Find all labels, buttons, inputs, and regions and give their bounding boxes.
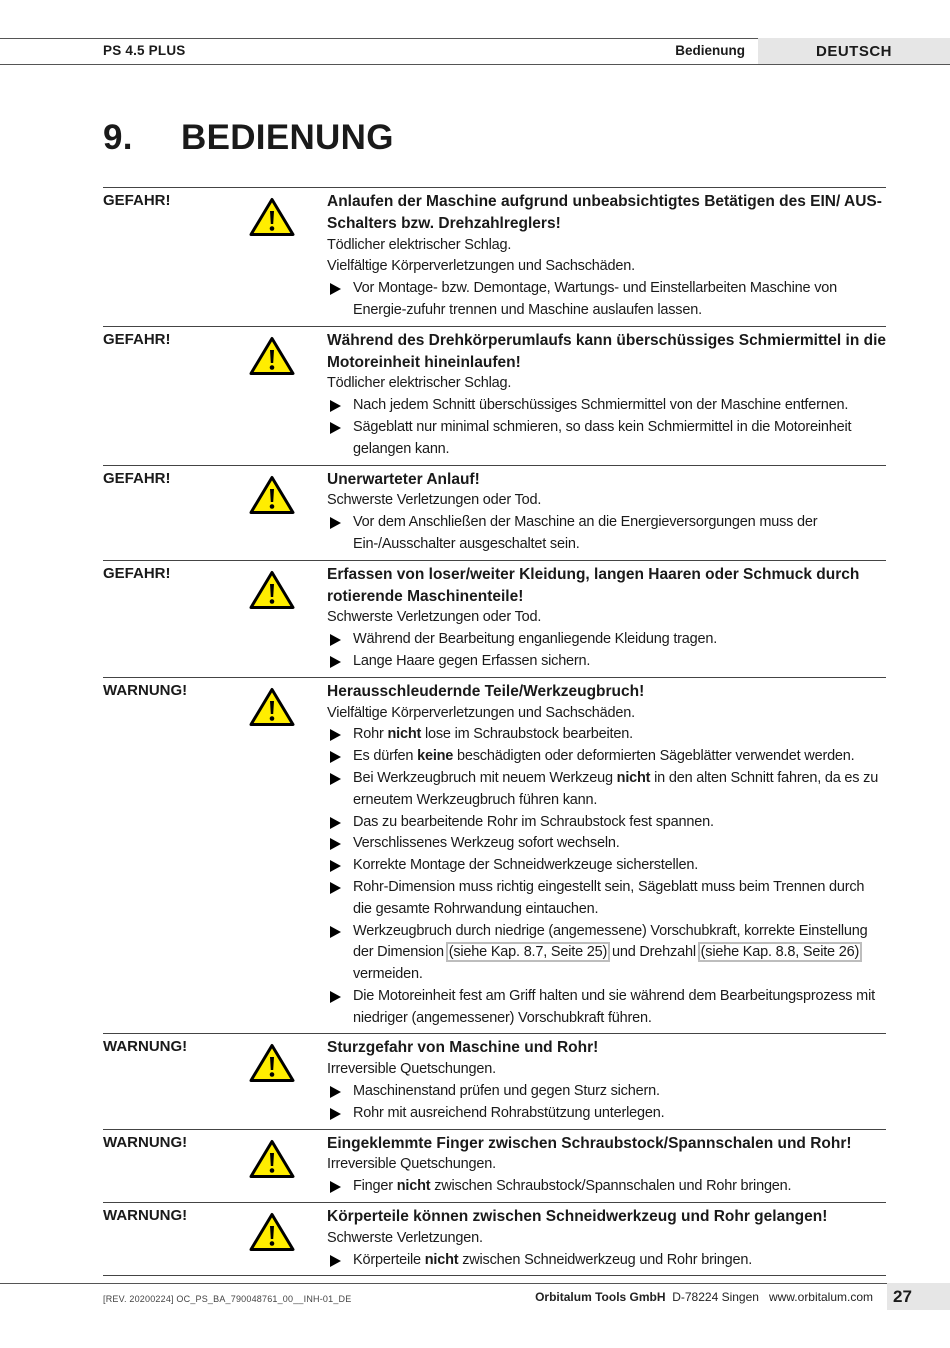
- footer-company: [520, 1290, 873, 1304]
- safety-warnings-table: [103, 187, 886, 1276]
- hazard-headline: Körperteile können zwischen Schneidwerkzeug und Rohr gelangen!: [327, 1208, 828, 1226]
- measure-text: Rohr: [353, 726, 388, 743]
- warning-content: [327, 469, 886, 556]
- signal-word: GEFAHR!: [103, 330, 171, 348]
- signal-word: GEFAHR!: [103, 469, 171, 487]
- warning-triangle-icon: [249, 1043, 295, 1083]
- emphasis-text: nicht: [616, 769, 651, 786]
- measure-text: Rohr mit ausreichend Rohrabstützung unterlegen.: [353, 1104, 665, 1121]
- emphasis-text: nicht: [424, 1251, 459, 1268]
- hazard-headline: Unerwarteter Anlauf!: [327, 470, 480, 488]
- safety-measure: [327, 877, 886, 921]
- warning-row: [103, 1129, 886, 1202]
- bullet-arrow-icon: [330, 400, 341, 412]
- header-section: Bedienung: [675, 43, 745, 58]
- footer-address: D-78224 Singen: [672, 1290, 759, 1304]
- measure-text: Werkzeugbruch durch niedrige (angemessene) Vorschubkraft, korrekte Einstellung der Dimension: [353, 922, 868, 961]
- cross-reference-link[interactable]: (siehe Kap. 8.8, Seite 26): [700, 944, 860, 961]
- measure-text: Körperteile: [353, 1251, 425, 1268]
- hazard-headline: Eingeklemmte Finger zwischen Schraubstock/Spannschalen und Rohr!: [327, 1134, 852, 1152]
- hazard-consequence: Schwerste Verletzungen oder Tod.: [327, 609, 542, 626]
- bullet-arrow-icon: [330, 729, 341, 741]
- warning-triangle-icon: [249, 687, 295, 727]
- warning-triangle-icon: [249, 336, 295, 376]
- warning-row: [103, 1033, 886, 1128]
- bullet-arrow-icon: [330, 991, 341, 1003]
- signal-word: GEFAHR!: [103, 192, 171, 209]
- warning-content: [327, 330, 886, 461]
- emphasis-text: nicht: [396, 1178, 431, 1195]
- measure-text: Maschinenstand prüfen und gegen Sturz sichern.: [353, 1083, 660, 1100]
- bullet-arrow-icon: [330, 1108, 341, 1120]
- hazard-consequence: Irreversible Quetschungen.: [327, 1156, 496, 1173]
- safety-measure: [327, 278, 886, 322]
- hazard-consequence: Schwerste Verletzungen.: [327, 1229, 483, 1246]
- footer-revision: [REV. 20200224] OC_PS_BA_790048761_00__INH-01_DE: [103, 1294, 352, 1304]
- bullet-arrow-icon: [330, 817, 341, 829]
- header-bottom-rule: [0, 64, 950, 65]
- chapter-number: 9.: [103, 118, 133, 157]
- signal-word: WARNUNG!: [103, 681, 188, 699]
- warning-row: [103, 326, 886, 465]
- safety-measure: [327, 812, 886, 834]
- hazard-consequence: Schwerste Verletzungen oder Tod.: [327, 492, 542, 509]
- hazard-headline: Erfassen von loser/weiter Kleidung, langen Haaren oder Schmuck durch rotierende Maschinenteile!: [327, 565, 860, 605]
- bullet-arrow-icon: [330, 838, 341, 850]
- safety-measure: [327, 855, 886, 877]
- safety-measure: [327, 417, 886, 461]
- measure-text: zwischen Schraubstock/Spannschalen und Rohr bringen.: [430, 1178, 792, 1195]
- signal-word: GEFAHR!: [103, 564, 171, 582]
- bullet-arrow-icon: [330, 773, 341, 785]
- hazard-consequence: Irreversible Quetschungen.: [327, 1061, 496, 1078]
- hazard-headline: Sturzgefahr von Maschine und Rohr!: [327, 1039, 599, 1057]
- measure-text: beschädigten oder deformierten Sägeblätter verwendet werden.: [453, 748, 855, 765]
- signal-word: WARNUNG!: [103, 1207, 188, 1225]
- measure-text: lose im Schraubstock bearbeiten.: [421, 726, 633, 743]
- warning-content: [327, 564, 886, 673]
- warning-triangle-icon: [249, 1139, 295, 1179]
- measure-text: Korrekte Montage der Schneidwerkzeuge sicherstellen.: [353, 857, 699, 874]
- bullet-arrow-icon: [330, 634, 341, 646]
- measure-text: Finger: [353, 1178, 397, 1195]
- bullet-arrow-icon: [330, 656, 341, 668]
- warning-triangle-icon: [249, 570, 295, 610]
- warning-content: [327, 681, 886, 1030]
- bullet-arrow-icon: [330, 926, 341, 938]
- bullet-arrow-icon: [330, 422, 341, 434]
- bullet-arrow-icon: [330, 1181, 341, 1193]
- bullet-arrow-icon: [330, 751, 341, 763]
- measure-text: Das zu bearbeitende Rohr im Schraubstock fest spannen.: [353, 813, 714, 830]
- measure-text: Verschlissenes Werkzeug sofort wechseln.: [353, 835, 620, 852]
- bullet-arrow-icon: [330, 860, 341, 872]
- warning-row: [103, 187, 886, 326]
- footer-website[interactable]: www.orbitalum.com: [768, 1290, 873, 1304]
- warning-row: [103, 560, 886, 677]
- warning-content: [327, 1133, 886, 1198]
- measure-text: Es dürfen: [353, 748, 418, 765]
- safety-measure: [327, 921, 886, 986]
- safety-measure: [327, 1250, 886, 1272]
- warning-triangle-icon: [249, 1212, 295, 1252]
- warning-content: [327, 191, 886, 322]
- safety-measure: [327, 768, 886, 812]
- safety-measure: [327, 986, 886, 1030]
- cross-reference-link[interactable]: (siehe Kap. 8.7, Seite 25): [448, 944, 608, 961]
- hazard-headline: Herausschleudernde Teile/Werkzeugbruch!: [327, 682, 645, 700]
- measure-text: Sägeblatt nur minimal schmieren, so dass kein Schmiermittel in die Motoreinheit gelangen kann.: [353, 418, 852, 457]
- hazard-headline: Während des Drehkörperumlaufs kann überschüssiges Schmiermittel in die Motoreinheit hineinlaufen!: [327, 331, 887, 371]
- warning-row: [103, 465, 886, 560]
- safety-measure: [327, 395, 886, 417]
- safety-measure: [327, 724, 886, 746]
- measure-text: Vor dem Anschließen der Maschine an die Energieversorgungen muss der Ein-/Ausschalter ausgeschaltet sein.: [353, 514, 818, 552]
- header-product: PS 4.5 PLUS: [103, 43, 186, 58]
- safety-measure: [327, 833, 886, 855]
- warning-row: [103, 1202, 886, 1276]
- warning-content: [327, 1037, 886, 1124]
- bullet-arrow-icon: [330, 283, 341, 295]
- signal-word: WARNUNG!: [103, 1038, 188, 1056]
- footer-company-name: Orbitalum Tools GmbH: [535, 1290, 666, 1304]
- measure-text: in den alten Schnitt fahren, da es zu erneutem Werkzeugbruch führen kann.: [353, 769, 879, 808]
- safety-measure: [327, 1103, 886, 1125]
- safety-measure: [327, 1081, 886, 1103]
- bullet-arrow-icon: [330, 1255, 341, 1267]
- safety-measure: [327, 1176, 886, 1198]
- safety-measure: [327, 746, 886, 768]
- warning-row: [103, 677, 886, 1034]
- safety-measure: [327, 651, 886, 673]
- warning-triangle-icon: [249, 475, 295, 515]
- measure-text: Die Motoreinheit fest am Griff halten und sie während dem Bearbeitungsprozess mit niedriger (angemessener) Vorschubkraft führen.: [353, 987, 875, 1026]
- measure-text: und Drehzahl: [608, 944, 700, 961]
- chapter-title-text: BEDIENUNG: [181, 118, 394, 157]
- warning-triangle-icon: [249, 197, 295, 237]
- bullet-arrow-icon: [330, 517, 341, 529]
- hazard-consequence: Vielfältige Körperverletzungen und Sachschäden.: [327, 258, 635, 275]
- measure-text: Nach jedem Schnitt überschüssiges Schmiermittel von der Maschine entfernen.: [353, 397, 849, 414]
- safety-measure: [327, 629, 886, 651]
- warning-content: [327, 1206, 886, 1271]
- hazard-consequence: Vielfältige Körperverletzungen und Sachschäden.: [327, 704, 635, 721]
- measure-text: Lange Haare gegen Erfassen sichern.: [353, 652, 591, 669]
- hazard-consequence: Tödlicher elektrischer Schlag.: [327, 375, 512, 392]
- chapter-title: [103, 118, 394, 158]
- hazard-consequence: Tödlicher elektrischer Schlag.: [327, 236, 512, 253]
- emphasis-text: nicht: [387, 726, 422, 743]
- hazard-headline: Anlaufen der Maschine aufgrund unbeabsichtigtes Betätigen des EIN/ AUS-Schalters bzw. Drehzahlreglers!: [327, 193, 882, 232]
- measure-text: Während der Bearbeitung enganliegende Kleidung tragen.: [353, 631, 718, 648]
- footer-rule: [0, 1283, 887, 1284]
- bullet-arrow-icon: [330, 1086, 341, 1098]
- header-language: DEUTSCH: [758, 38, 950, 64]
- measure-text: Bei Werkzeugbruch mit neuem Werkzeug: [353, 769, 617, 786]
- emphasis-text: keine: [417, 748, 454, 765]
- measure-text: Vor Montage- bzw. Demontage, Wartungs- und Einstellarbeiten Maschine von Energie-zufuhr trennen und Maschine auslaufen lassen.: [353, 280, 837, 318]
- measure-text: vermeiden.: [353, 966, 423, 983]
- measure-text: Rohr-Dimension muss richtig eingestellt sein, Sägeblatt muss beim Trennen durch die gesamte Rohrwandung eintauchen.: [353, 878, 865, 917]
- page-number: 27: [887, 1283, 950, 1310]
- signal-word: WARNUNG!: [103, 1133, 188, 1151]
- safety-measure: [327, 512, 886, 556]
- bullet-arrow-icon: [330, 882, 341, 894]
- measure-text: zwischen Schneidwerkzeug und Rohr bringen.: [458, 1251, 753, 1268]
